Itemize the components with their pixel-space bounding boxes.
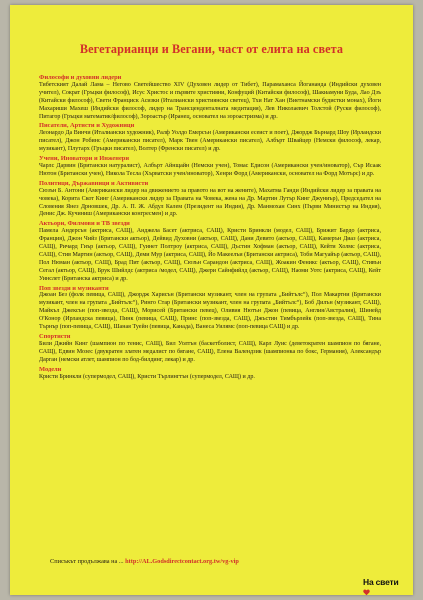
publisher-logo [363,577,405,589]
section-text: Сюзън Б. Антони (Американски лидер на движението за правото на вот на жените), Махатма Ганди (Индийски лидер за правата на човека), Корита Скот Кинг (Американски лидер за Правата на Човека, жена на Др. Мартин Лутър Кинг Джуниър), Председател на Словения Янез Дрновшек, Др. А. П. Ж. Абдул Калем (Президент на Индия), Др. Манмохан Синх (Първи Министър на Индия), Денис Дж. Кучиниш (Американски конгресмен) и др. [39,187,381,218]
heart-icon [363,589,370,596]
section-heading: Политици, Държавници и Активисти [39,179,149,187]
footer-link[interactable]: http://AL.Godsdirectcontact.org.tw/vg-vip [125,558,239,565]
section-text: Кристи Бринкли (супермодел, САЩ), Кристи Търлингтън (супермодел, САЩ) и др. [39,373,255,380]
section-text: Леонардо Да Винчи (Италиански художник), Ралф Уолдо Емерсън (Американски есеист и поет), Джордж Бърнард Шоу (Ирландски писател), Джон Робинс (Американски писател), Марк Твен (Американски писател), Албърт Швайцер (Немски философ, лекар, музикант), Плутарх (Гръцки писател), Волтер (Френски писател) и др. [39,130,381,153]
footer-prefix: Списъкът продължава на ... [50,558,124,565]
section-heading: Модели [39,365,62,373]
section-text: Били Джийн Кинг (шампион по тенис, САЩ), Бил Уолтън (баскетболист, САЩ), Карл Луис (деветократен шампион по бягане, САЩ), Едвин Мозес (двукратен златен медалист по бягане, САЩ), Елена Валендзик (шампионка по бокс, Германия), Александър Дарган (немски атлет, шампион по бод-билдинг, лекар) и др. [39,340,381,363]
section-heading: Поп звезди и музиканти [39,284,109,292]
section-text: Чарлс Дарвин (Британски натуралист), Албърт Айнщайн (Немски учен), Томас Едисон (Американски учен/иноватор), Сър Исаак Нютон (Британски учен), Никола Тесла (Хърватски учен/иноватор), Хенри Форд (Американски, основател на Форд Мотърс) и др. [39,162,381,177]
section-text: Джоан Без (фолк певица, САЩ), Джордж Харисън (Британски музикант, член на групата „Бийтълс“), Пол Макартни (Британски музикант, член на групата „Бийтълс“), Ринго Стар (Британски музикант, член на групата „Бийтълс“), Боб Дилън (музикант, САЩ), Майкъл Джексън (поп-звезда, САЩ), Морисей (Британски певец), Оливия Нютън Джон (певица, Англия/Австралия), Шинейд О'Конор (Ирландска певица), Пинк (певица, САЩ), Принс (поп-звезда, САЩ), Джъстин Тимбърлейк (поп-звезда, САЩ), Тина Търнър (поп-певица, САЩ), Шаная Туейн (певица, Канада), Ванеса Уилямс (поп-певица САЩ) и др. [39,292,381,331]
section-text: Тибетският Далай Лама – Негово Светейшество XIV (Духовен лидер от Тибет), Парамаханса Йогананда (Индийски духовен учител), Сократ (Гръцки философ), Исус Христос и първите християни, Конфуций (Китайски философ), Шакиамуни Буда, Лао Дзъ (Китайски философ), Свети Франциск Асизки (Италиански християнски светец), Тхи Нат Хан (Виетнамски будистки монах), Йоги Махариши Махеш (Индийски философ, лидер на Трансценденталната медитация), Лев Николаевич Толстой (Руски философ), Питагор (Гръцки математик/философ), Зороастър (Иранец, основател на зороастризма) и др. [39,81,381,120]
page-title: Вегетарианци и Вегани, част от елита на света [79,42,344,56]
section-text: Памела Андерсън (актриса, САЩ), Анджела Басет (актриса, САЩ), Кристи Бринкли (модел, САЩ), Брижит Бардо (актриса, Франция), Джон Чийз (Британски актьор), Дейвид Духовни (актьор, САЩ), Дани Девито (актьор, САЩ), Камерън Диаз (актриса, САЩ), Ричард Гиър (актьор, САЩ), Гуинет Полтроу (актриса, САЩ), Дъстин Хофман (актьор, САЩ), Кейти Холмс (актриса, САЩ), Стив Мартин (актьор, САЩ), Деми Мур (актриса, САЩ), Йо Макеелъи (Британски актриса), Тоби Магуайър (актьор, САЩ), Пол Нюман (актьор, САЩ), Брад Пит (актьор, САЩ), Сюзън Сарандон (актриса, САЩ), Жоакин Феникс (актьор, САЩ), Стивън Сегал (актьор, САЩ), Брук Шийлдс (актриса /модел, САЩ), Джери Сайнфийлд (актьор, САЩ), Наоми Уотс (актриса, САЩ), Кейт Уинслет (Британска актриса) и др. [39,228,381,282]
content-body [39,73,381,381]
section-heading: Учени, Иноватори и Инженери [39,155,130,163]
footer-note [50,558,390,565]
book-cover [10,5,413,595]
section-heading: Писатели, Артисти и Художници [39,122,135,130]
section-heading: Спортисти [39,333,71,340]
section-heading: Философи и духовни лидери [39,74,122,81]
section-heading: Актьори, Филмови и ТВ звезди [39,220,130,228]
logo-text: На свети [363,577,399,587]
